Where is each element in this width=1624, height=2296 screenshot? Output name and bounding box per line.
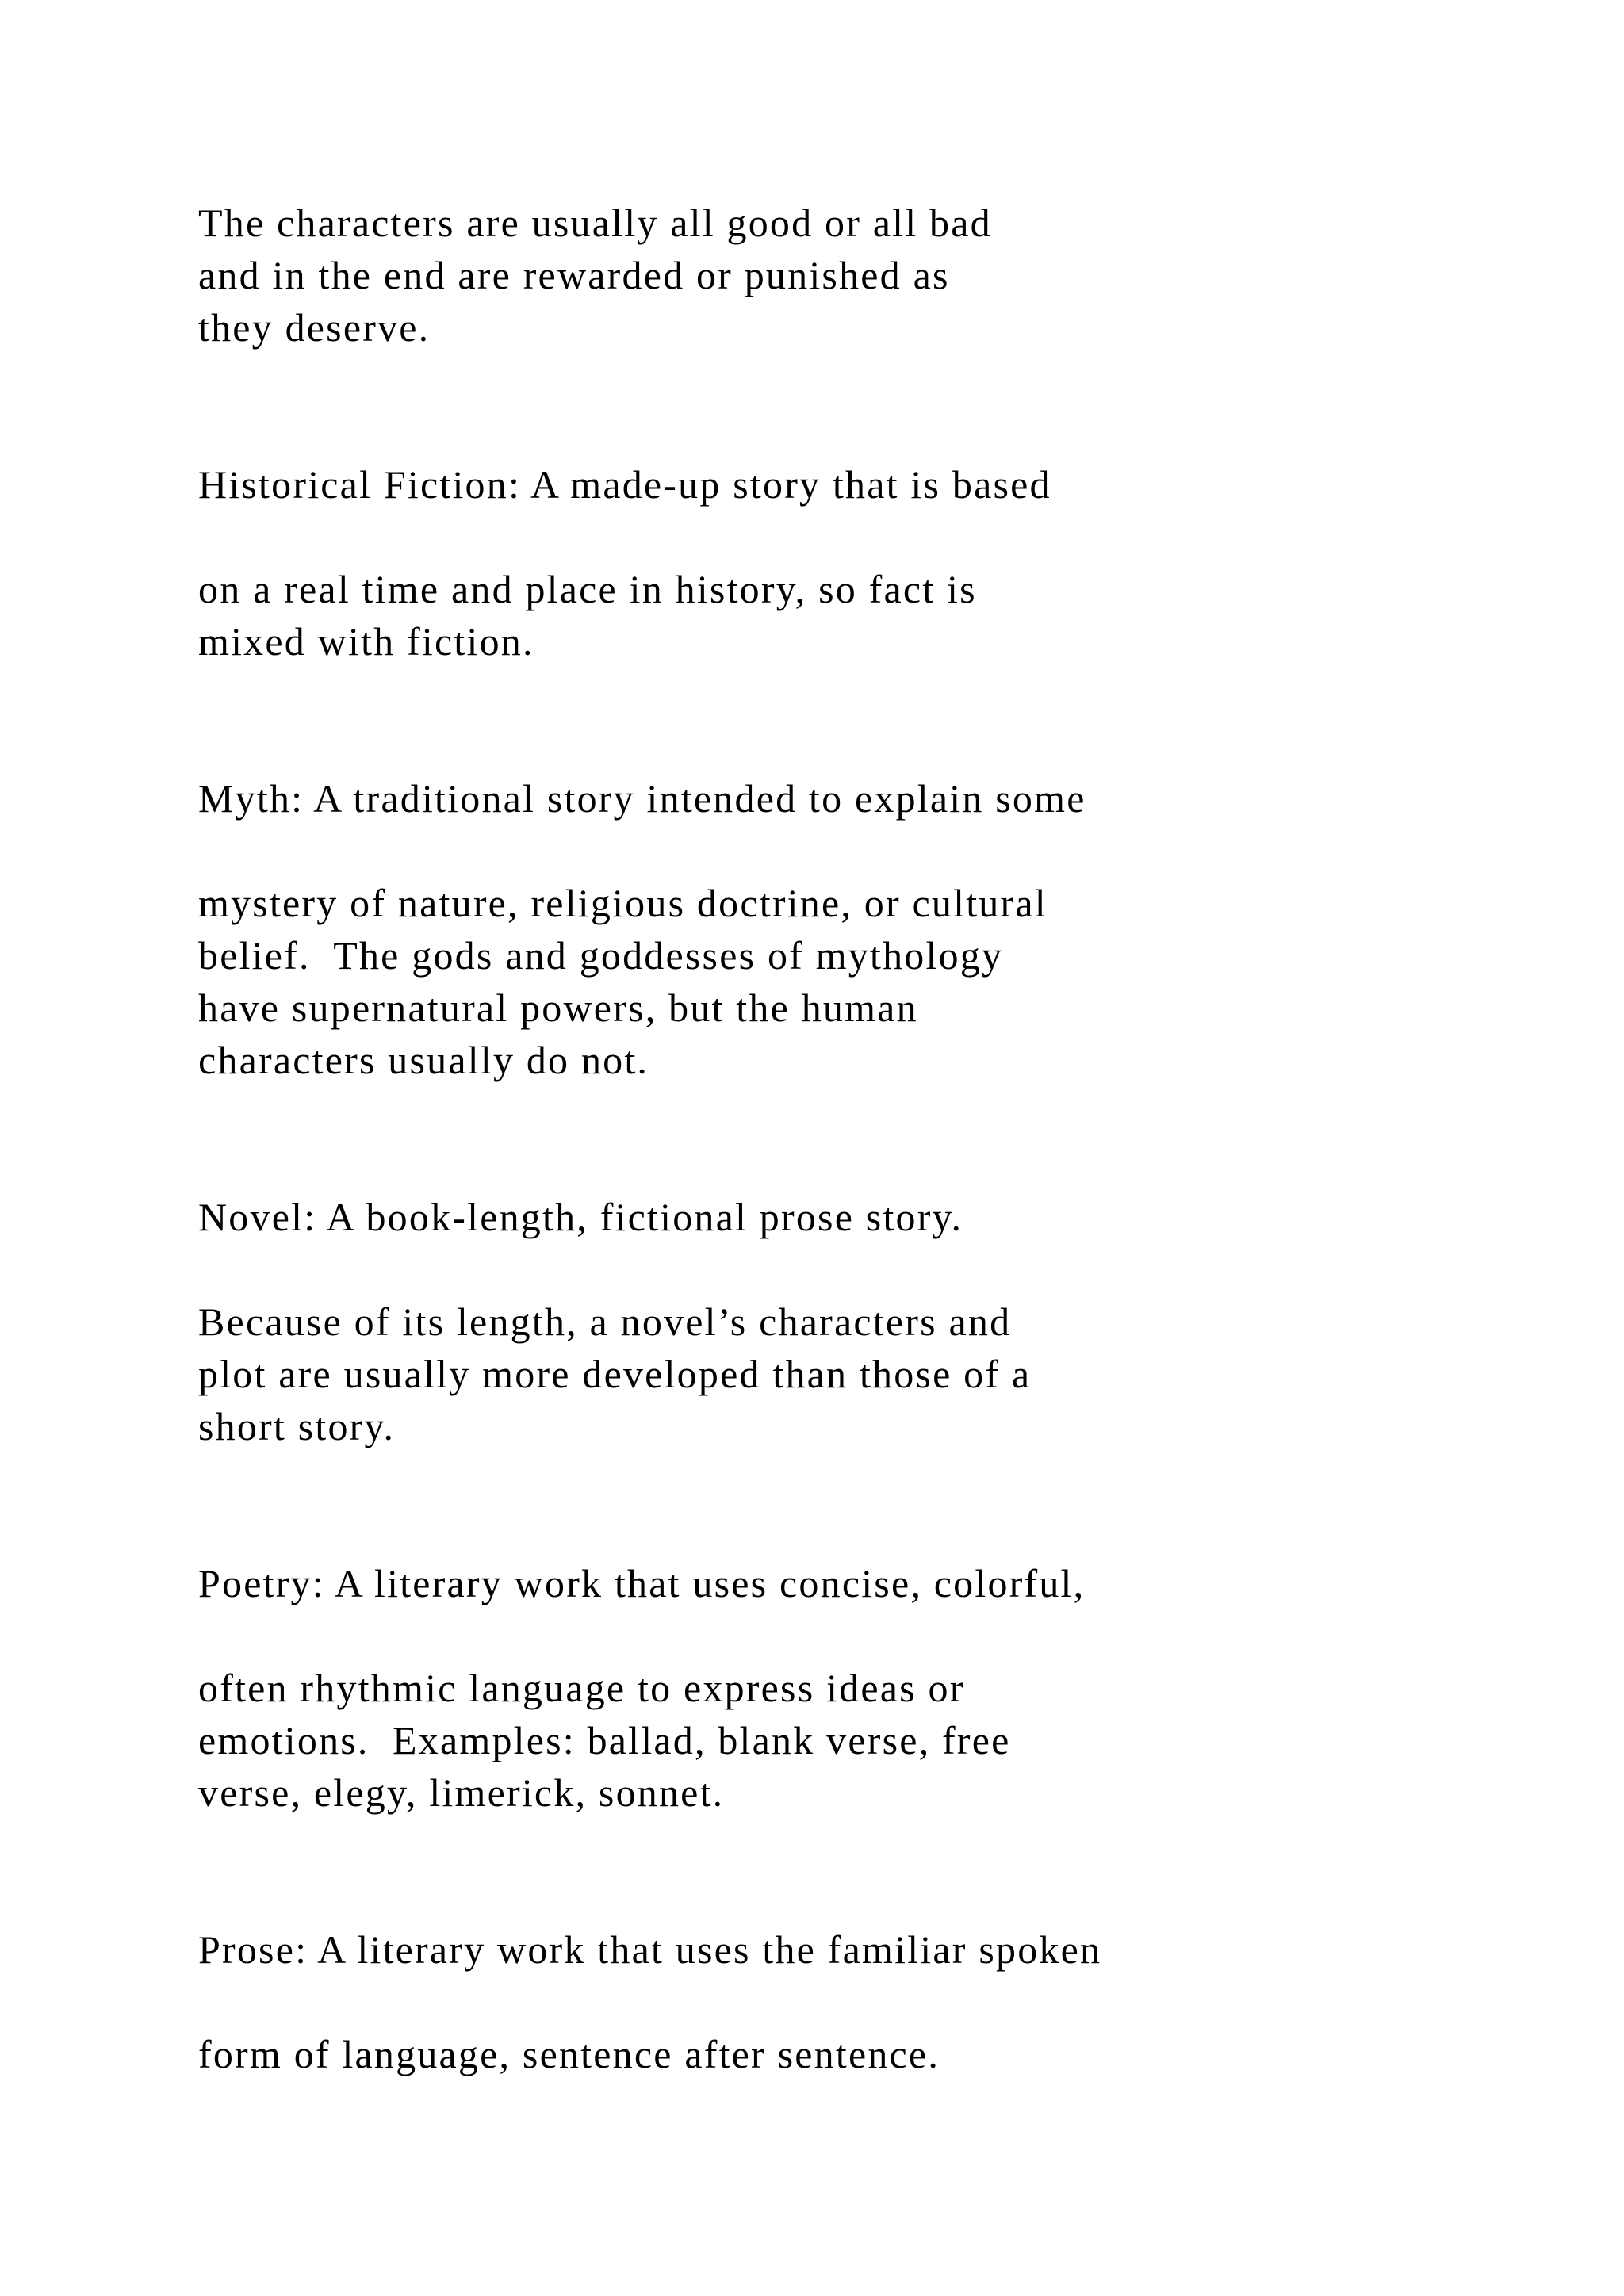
text-line: often rhythmic language to express ideas or — [198, 1666, 965, 1710]
text-line: Historical Fiction: A made-up story that is based — [198, 462, 1051, 507]
text-line: mystery of nature, religious doctrine, or cultural — [198, 881, 1048, 925]
text-line: form of language, sentence after sentence. — [198, 2032, 940, 2076]
text-line: Prose: A literary work that uses the familiar spoken — [198, 1927, 1102, 1972]
text-line: on a real time and place in history, so fact is — [198, 567, 977, 611]
text-line: plot are usually more developed than those of a — [198, 1352, 1032, 1396]
text-line: have supernatural powers, but the human — [198, 985, 918, 1030]
text-line: characters usually do not. — [198, 1038, 649, 1082]
text-line: belief. The gods and goddesses of mythology — [198, 933, 1004, 978]
text-line: Myth: A traditional story intended to explain some — [198, 776, 1086, 821]
text-line: The characters are usually all good or all bad — [198, 201, 992, 245]
text-line: Novel: A book-length, fictional prose story. — [198, 1195, 963, 1239]
text-line: emotions. Examples: ballad, blank verse, free — [198, 1718, 1011, 1762]
text-line: mixed with fiction. — [198, 619, 534, 664]
text-line: verse, elegy, limerick, sonnet. — [198, 1770, 725, 1815]
text-line: Poetry: A literary work that uses concise, colorful, — [198, 1561, 1086, 1605]
text-line: Because of its length, a novel’s characters and — [198, 1299, 1012, 1344]
text-line: and in the end are rewarded or punished as — [198, 253, 950, 297]
text-line: short story. — [198, 1404, 396, 1448]
text-line: they deserve. — [198, 305, 431, 350]
